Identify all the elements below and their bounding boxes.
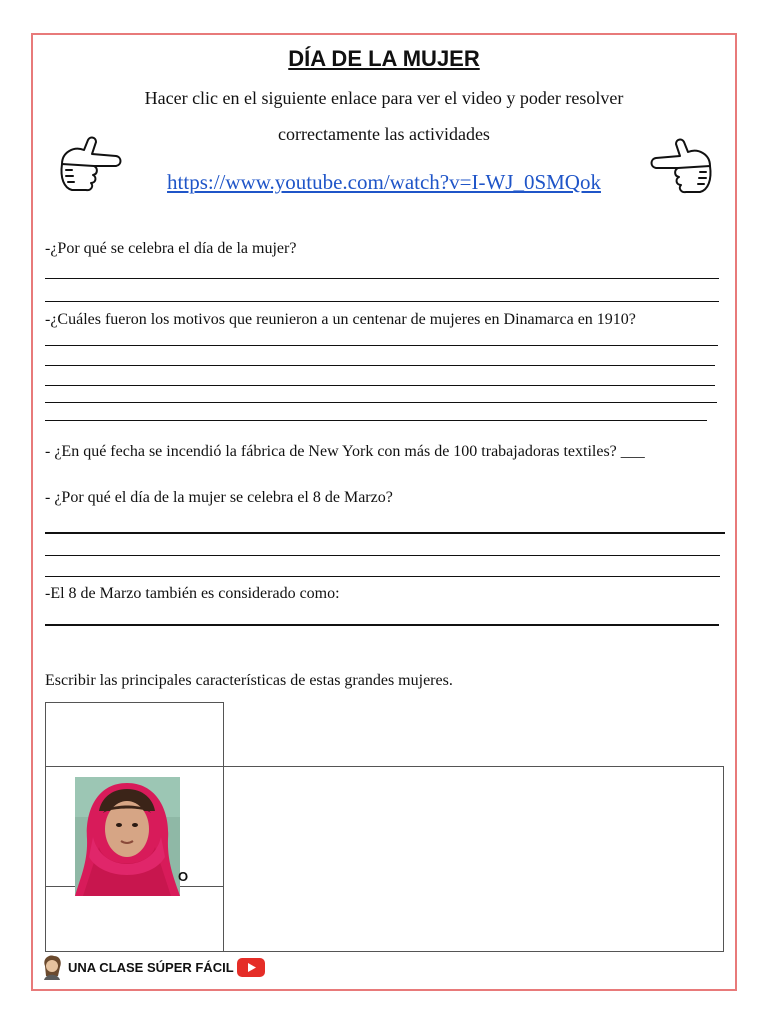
question-4: - ¿Por qué el día de la mujer se celebra el 8 de Marzo?	[45, 489, 393, 506]
answer-line[interactable]	[45, 576, 720, 577]
answer-line[interactable]	[45, 420, 707, 421]
question-3: - ¿En qué fecha se incendió la fábrica de New York con más de 100 trabajadoras textiles? ___	[45, 443, 645, 460]
page-title: DÍA DE LA MUJER	[288, 46, 480, 71]
brand-name: UNA CLASE SÚPER FÁCIL	[68, 959, 234, 975]
intro-line-2: correctamente las actividades	[278, 124, 490, 144]
answer-line[interactable]	[45, 624, 719, 626]
teacher-avatar-icon	[40, 954, 64, 980]
answer-line[interactable]	[45, 555, 720, 556]
answer-line[interactable]	[45, 301, 719, 302]
answer-line[interactable]	[45, 365, 715, 366]
partial-label-letter: O	[178, 869, 189, 884]
answer-line[interactable]	[45, 345, 718, 346]
video-link[interactable]: https://www.youtube.com/watch?v=I-WJ_0SMQok	[167, 170, 601, 194]
youtube-play-icon[interactable]	[237, 958, 265, 977]
answer-line[interactable]	[45, 532, 725, 534]
activity-instruction: Escribir las principales características de estas grandes mujeres.	[45, 672, 453, 689]
portrait-photo	[75, 777, 180, 896]
question-2: -¿Cuáles fueron los motivos que reunieron a un centenar de mujeres en Dinamarca en 1910?	[45, 311, 636, 328]
answer-line[interactable]	[45, 402, 717, 403]
intro-line-1: Hacer clic en el siguiente enlace para ver el video y poder resolver	[144, 88, 624, 108]
question-5: -El 8 de Marzo también es considerado como:	[45, 585, 340, 602]
answer-line[interactable]	[45, 278, 719, 279]
question-1: -¿Por qué se celebra el día de la mujer?	[45, 240, 297, 257]
answer-line[interactable]	[45, 385, 715, 386]
footer-brand	[40, 954, 265, 980]
